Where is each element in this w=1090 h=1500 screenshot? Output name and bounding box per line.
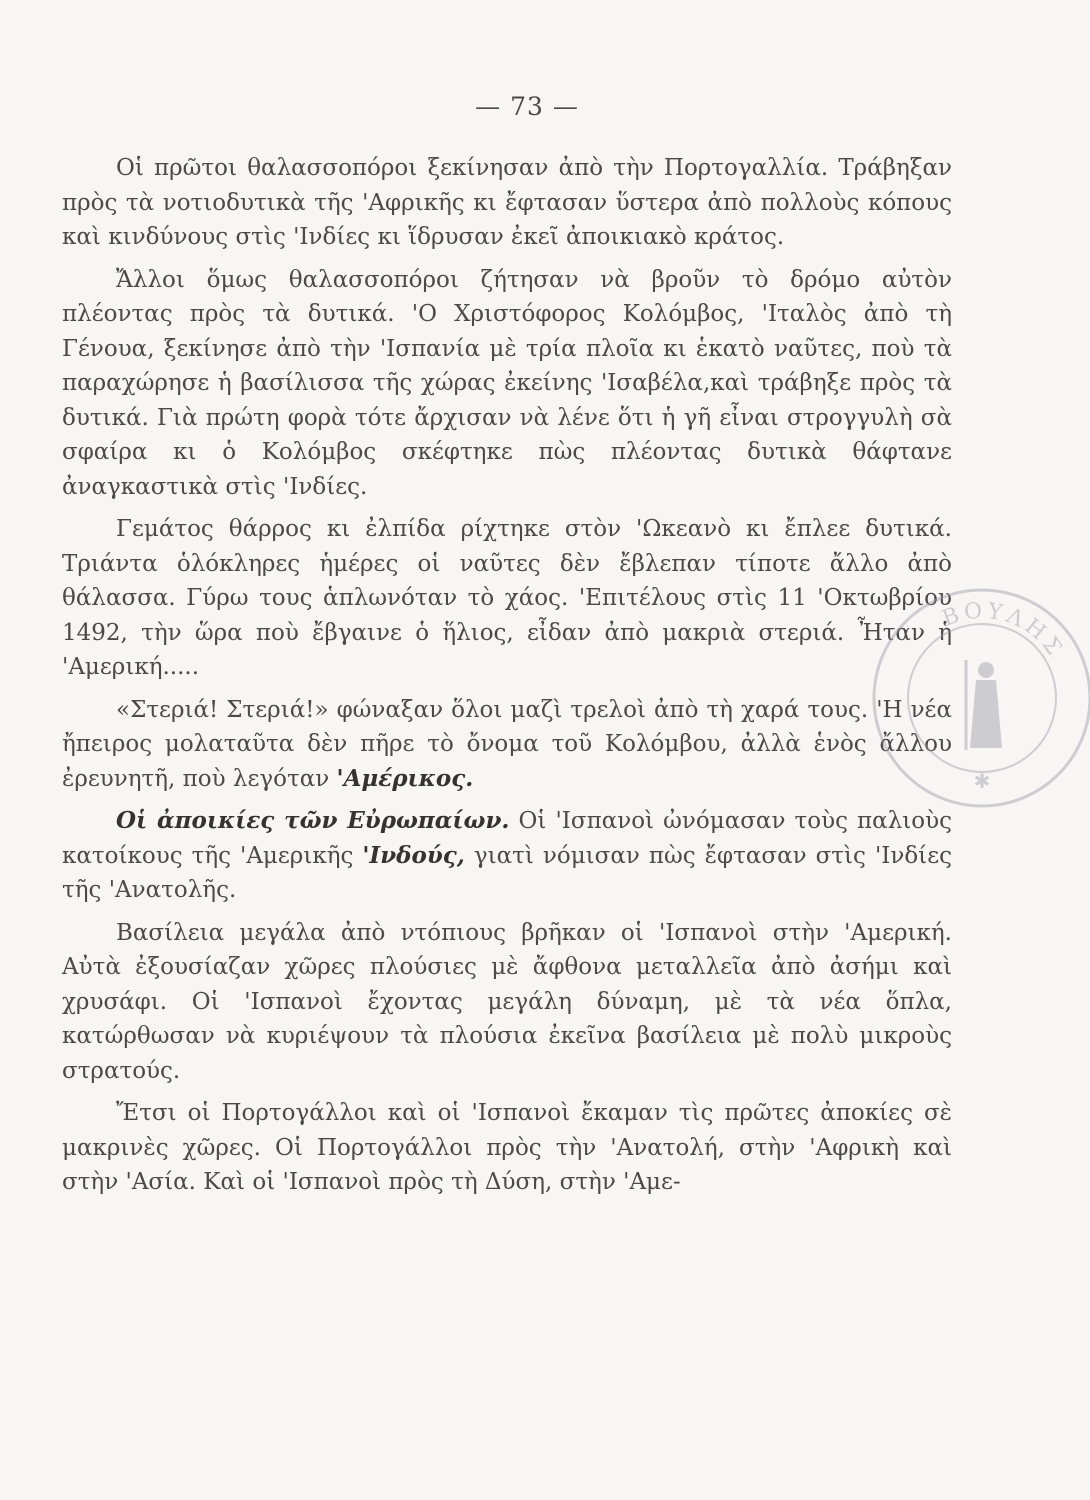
paragraph-5-text-after: γιατὶ νόμισαν πὼς ἔφτασαν στὶς 'Ινδίες τῆς 'Ανατολῆς. [62, 842, 952, 903]
paragraph-5-text-before: Οἱ 'Ισπανοὶ ὠνόμασαν τοὺς παλιοὺς κατοίκους τῆς 'Αμερικῆς [62, 808, 953, 869]
section-heading: Οἱ ἀποικίες τῶν Εὐρωπαίων. [116, 807, 510, 834]
page-number: — 73 — [475, 92, 579, 121]
paragraph-6: Βασίλεια μεγάλα ἀπὸ ντόπιους βρῆκαν οἱ 'Ισπανοὶ στὴν 'Αμερική. Αὐτὰ ἐξουσίαζαν χῶρες πλούσιες μὲ ἄφθονα μεταλλεῖα ἀπὸ ἀσήμι καὶ χρυσάφι. Οἱ 'Ισπανοὶ ἔχοντας μεγάλη δύναμη, μὲ τὰ νέα ὅπλα, κατώρθωσαν νὰ κυριέψουν τὰ πλούσια ἐκεῖνα βασίλεια μὲ πολὺ μικροὺς στρατούς. [62, 919, 952, 1084]
page-body [62, 92, 952, 1208]
paragraph-1: Οἱ πρῶτοι θαλασσοπόροι ξεκίνησαν ἀπὸ τὴν Πορτογαλλία. Τράβηξαν πρὸς τὰ νοτιοδυτικὰ τῆς 'Αφρικῆς κι ἔφτασαν ὕστερα ἀπὸ πολλοὺς κόπους καὶ κινδύνους στὶς 'Ινδίες κι ἵδρυσαν ἐκεῖ ἀποικιακὸ κράτος. [62, 155, 952, 250]
svg-text:✱: ✱ [973, 769, 991, 793]
paragraph-4 [62, 693, 952, 797]
library-stamp [862, 578, 1090, 818]
paragraph-2: Ἄλλοι ὅμως θαλασσοπόροι ζήτησαν νὰ βροῦν τὸ δρόμο αὐτὸν πλέοντας πρὸς τὰ δυτικά. 'Ο Χριστόφορος Κολόμβος, 'Ιταλὸς ἀπὸ τὴ Γένουα, ξεκίνησε ἀπὸ τὴν 'Ισπανία μὲ τρία πλοῖα κι ἑκατὸ ναῦτες, ποὺ τὰ παραχώρησε ἡ βασίλισσα τῆς χώρας ἐκείνης 'Ισαβέλα,καὶ τράβηξε πρὸς τὰ δυτικά. Γιὰ πρώτη φορὰ τότε ἄρχισαν νὰ λένε ὅτι ἡ γῆ εἶναι στρογγυλὴ σὰ σφαίρα κι ὁ Κολόμβος σκέφτηκε πὼς πλέοντας δυτικὰ θάφτανε ἀναγκαστικὰ στὶς 'Ινδίες. [62, 266, 952, 500]
paragraph-7: Ἔτσι οἱ Πορτογάλλοι καὶ οἱ 'Ισπανοὶ ἔκαμαν τὶς πρῶτες ἀποκίες σὲ μακρινὲς χῶρες. Οἱ Πορτογάλλοι πρὸς τὴν 'Ανατολή, στὴν 'Αφρικὴ καὶ στὴν 'Ασία. Καὶ οἱ 'Ισπανοὶ πρὸς τὴ Δύση, στὴν 'Αμε- [62, 1100, 952, 1195]
paragraph-3: Γεμάτος θάρρος κι ἐλπίδα ρίχτηκε στὸν 'Ωκεανὸ κι ἔπλεε δυτικά. Τριάντα ὁλόκληρες ἡμέρες οἱ ναῦτες δὲν ἔβλεπαν τίποτε ἄλλο ἀπὸ θάλασσα. Γύρω τους ἁπλωνόταν τὸ χάος. 'Επιτέλους στὶς 11 'Οκτωβρίου 1492, τὴν ὥρα ποὺ ἔβγαινε ὁ ἥλιος, εἶδαν ἀπὸ μακριὰ στεριά. Ἦταν ἡ 'Αμερική..... [62, 516, 952, 680]
stamp-text: ΒΟΥΛΗΣ [939, 598, 1069, 664]
emphasis-amerikos: 'Αμέρικος. [336, 764, 474, 792]
paragraph-4-text: «Στεριά! Στεριά!» φώναξαν ὅλοι μαζὶ τρελοὶ ἀπὸ τὴ χαρά τους. 'Η νέα ἤπειρος μολαταῦτα δὲν πῆρε τὸ ὄνομα τοῦ Κολόμβου, ἀλλὰ ἑνὸς ἄλλου ἐρευνητῆ, ποὺ λεγόταν [62, 696, 952, 792]
emphasis-indous: 'Ινδούς, [362, 841, 465, 869]
paragraph-5 [62, 804, 952, 908]
svg-text:ΒΟΥΛΗΣ [939, 598, 1068, 663]
